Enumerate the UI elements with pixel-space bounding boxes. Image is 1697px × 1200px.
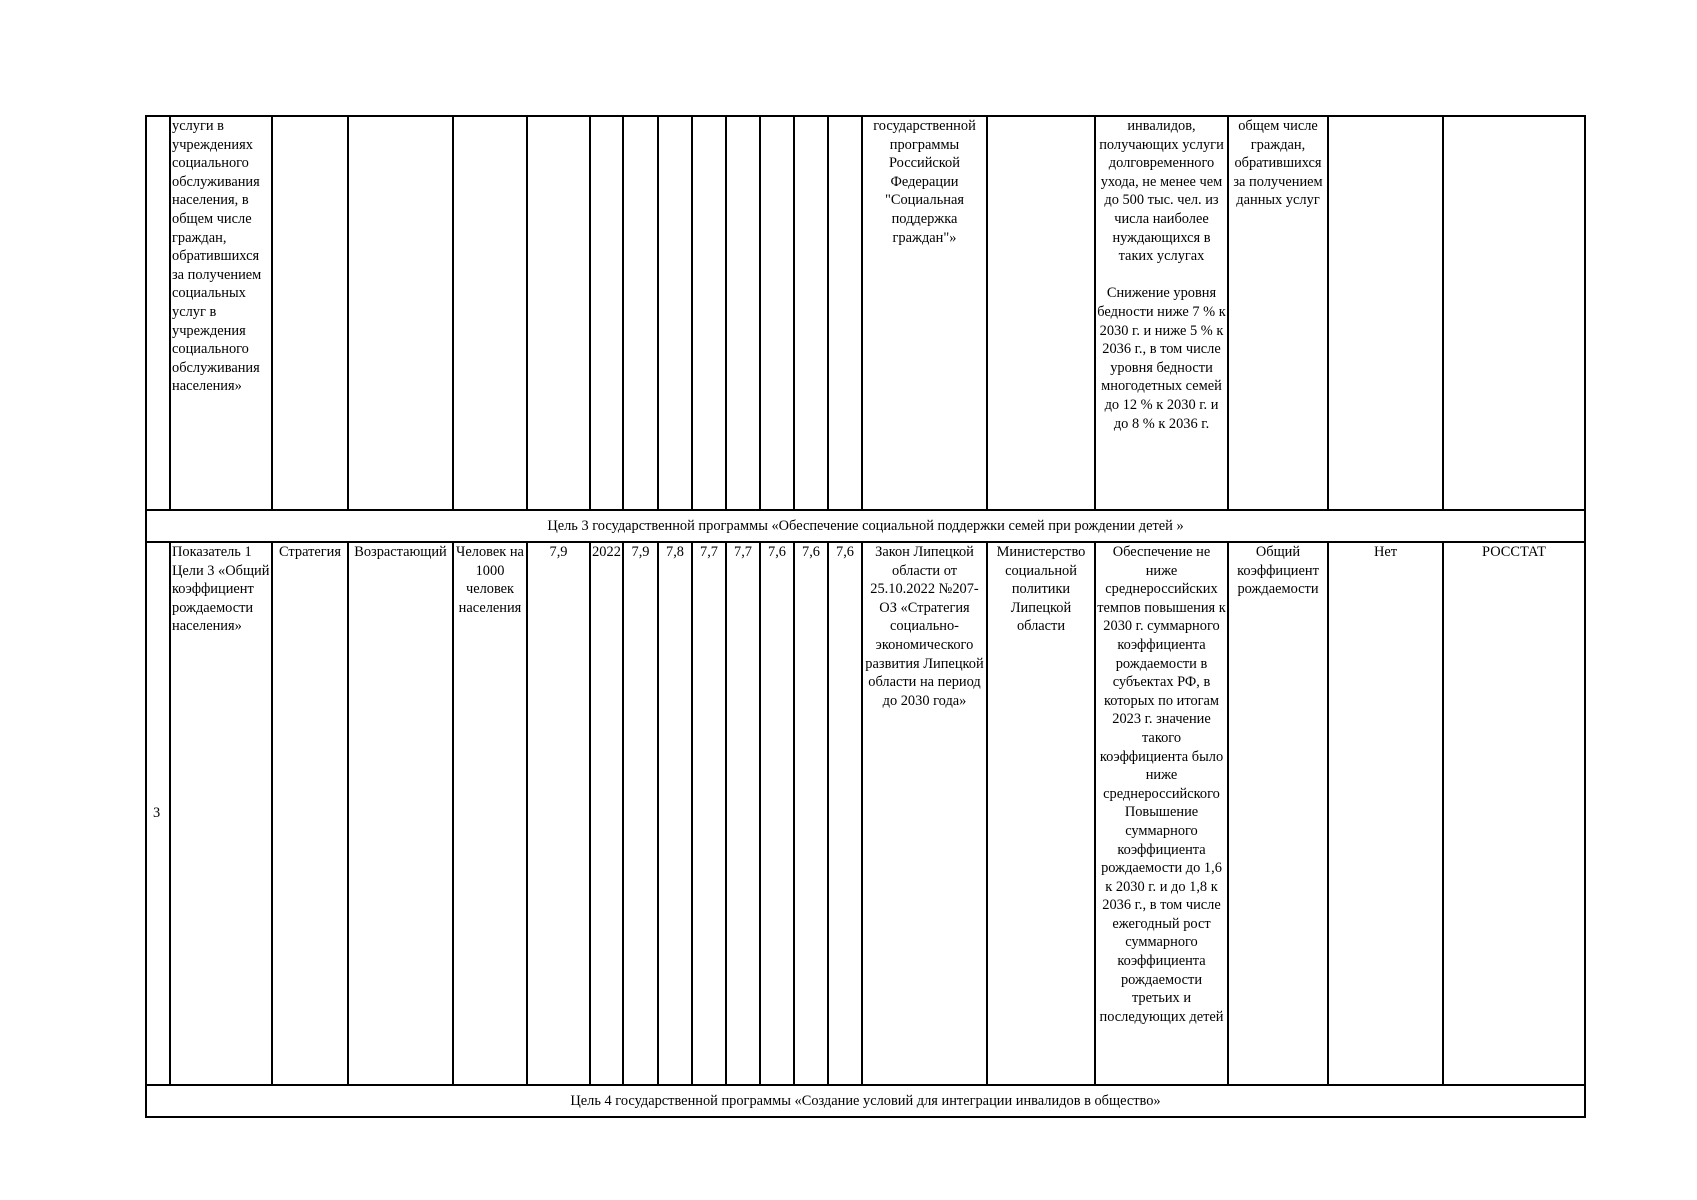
related-indicator-cell: Общий коэффициент рождаемости — [1228, 542, 1328, 1085]
source-cell: РОССТАТ — [1443, 542, 1585, 1085]
base-year-cell — [590, 116, 623, 510]
table-row-3 — [146, 542, 1585, 1085]
responsible-cell — [987, 116, 1095, 510]
year-cell — [692, 116, 726, 510]
row-number-cell: 3 — [146, 542, 170, 1085]
related-indicator-cell: общем числе граждан, обратившихся за получением данных услуг — [1228, 116, 1328, 510]
year-value-cell: 7,9 — [623, 542, 658, 1085]
basis-document-cell: государственной программы Российской Федерации "Социальная поддержка граждан"» — [862, 116, 987, 510]
level-cell: Стратегия — [272, 542, 348, 1085]
goal-3-heading: Цель 3 государственной программы «Обеспечение социальной поддержки семей при рождении детей » — [146, 510, 1585, 542]
year-value-cell: 7,8 — [658, 542, 692, 1085]
year-cell — [760, 116, 794, 510]
national-goal-cell: инвалидов, получающих услуги долговременного ухода, не менее чем до 500 тыс. чел. из числа наиболее нуждающихся в таких услугах Снижение уровня бедности ниже 7 % к 2030 г. и ниже 5 % к 2036 г., в том числе уровня бедности многодетных семей до 12 % к 2030 г. и до 8 % к 2036 г. — [1095, 116, 1228, 510]
year-cell — [726, 116, 760, 510]
year-cell — [828, 116, 862, 510]
base-year-cell: 2022 — [590, 542, 623, 1085]
year-cell — [658, 116, 692, 510]
year-value-cell: 7,7 — [692, 542, 726, 1085]
row-number-cell — [146, 116, 170, 510]
year-value-cell: 7,6 — [828, 542, 862, 1085]
responsible-cell: Министерство социальной политики Липецкой области — [987, 542, 1095, 1085]
base-value-cell: 7,9 — [527, 542, 590, 1085]
national-goal-cell: Обеспечение не ниже среднероссийских темпов повышения к 2030 г. суммарного коэффициента рождаемости в субъектах РФ, в которых по итогам 2023 г. значение такого коэффициента было ниже среднероссийского Повышение суммарного коэффициента рождаемости до 1,6 к 2030 г. и до 1,8 к 2036 г., в том числе ежегодный рост суммарного коэффициента рождаемости третьих и последующих детей — [1095, 542, 1228, 1085]
indicator-name-cell: Показатель 1 Цели 3 «Общий коэффициент рождаемости населения» — [170, 542, 272, 1085]
goal-row-3 — [146, 510, 1585, 542]
basis-document-cell: Закон Липецкой области от 25.10.2022 №207-ОЗ «Стратегия социально-экономического развития Липецкой области на период до 2030 года» — [862, 542, 987, 1085]
goal-4-heading: Цель 4 государственной программы «Создание условий для интеграции инвалидов в общество» — [146, 1085, 1585, 1117]
trend-cell — [348, 116, 453, 510]
indicators-table — [145, 115, 1586, 1118]
year-cell — [794, 116, 828, 510]
unit-cell: Человек на 1000 человек населения — [453, 542, 527, 1085]
year-value-cell: 7,6 — [794, 542, 828, 1085]
indicator-name-cell: услуги в учреждениях социального обслуживания населения, в общем числе граждан, обратившихся за получением социальных услуг в учреждения социального обслуживания населения» — [170, 116, 272, 510]
year-value-cell: 7,7 — [726, 542, 760, 1085]
year-cell — [623, 116, 658, 510]
trend-cell: Возрастающий — [348, 542, 453, 1085]
goal-row-4 — [146, 1085, 1585, 1117]
source-cell — [1443, 116, 1585, 510]
year-value-cell: 7,6 — [760, 542, 794, 1085]
table-row-continued — [146, 116, 1585, 510]
unit-cell — [453, 116, 527, 510]
level-cell — [272, 116, 348, 510]
base-value-cell — [527, 116, 590, 510]
gis-cell: Нет — [1328, 542, 1443, 1085]
gis-cell — [1328, 116, 1443, 510]
